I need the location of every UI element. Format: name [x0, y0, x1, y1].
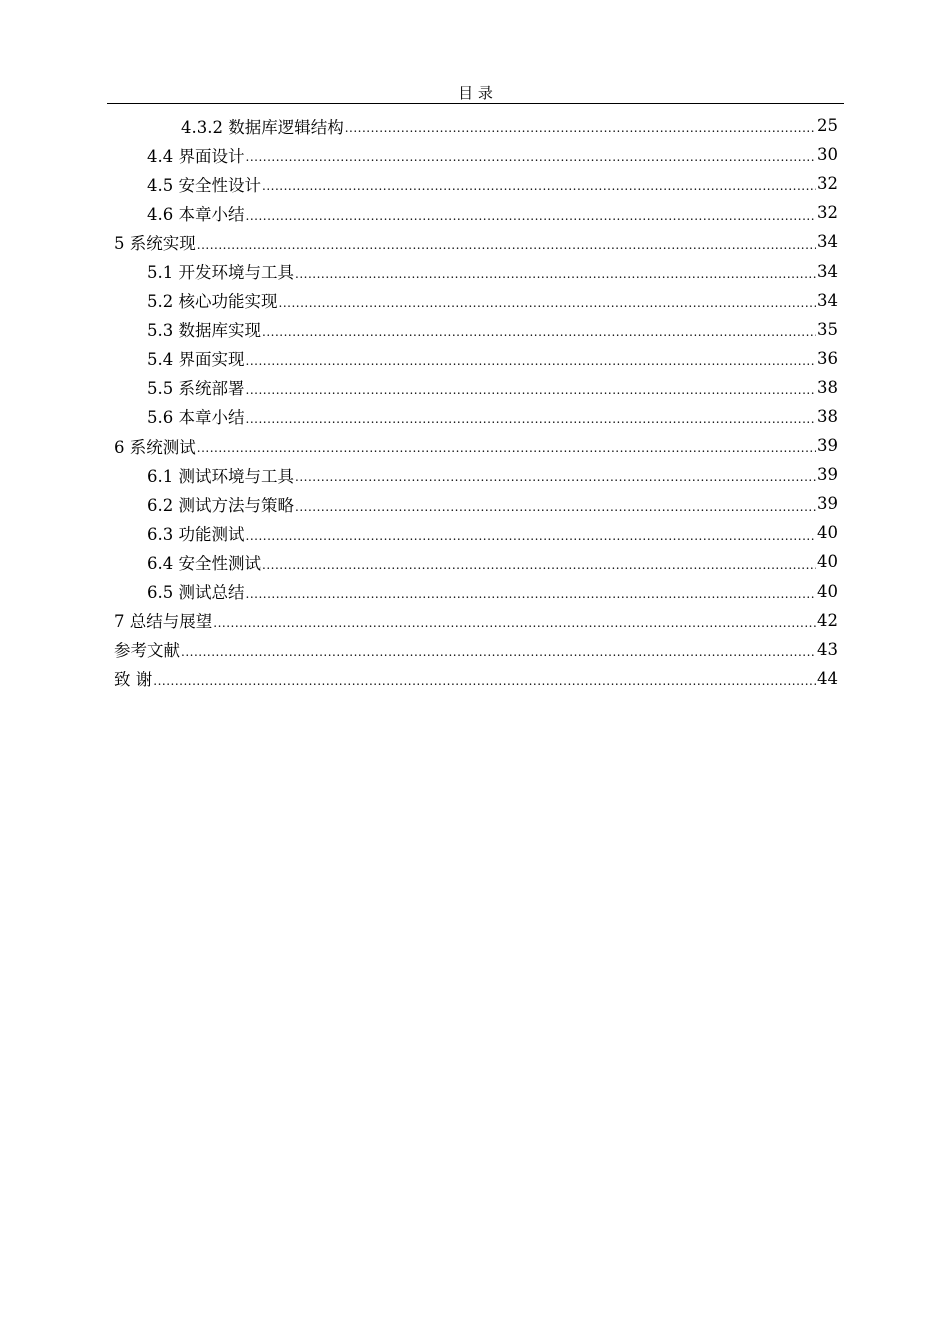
toc-entry[interactable]: [0, 664, 838, 693]
toc-entry-page: 39: [817, 494, 838, 514]
toc-dot-leader: [262, 556, 816, 573]
toc-entry-page: 40: [817, 552, 838, 572]
toc-dot-leader: [246, 207, 817, 224]
toc-entry-title: 4.4 界面设计: [147, 146, 245, 166]
toc-entry[interactable]: [0, 227, 838, 256]
toc-entry[interactable]: [0, 286, 838, 315]
toc-dot-leader: [213, 614, 816, 631]
toc-entry[interactable]: [0, 402, 838, 431]
toc-entry-page: 32: [817, 203, 838, 223]
toc-dot-leader: [279, 294, 817, 311]
toc-entry-page: 40: [817, 581, 838, 601]
toc-entry-title: 6.3 功能测试: [147, 524, 245, 544]
toc-entry[interactable]: [0, 431, 838, 460]
toc-dot-leader: [181, 643, 816, 660]
toc-entry-page: 34: [817, 232, 838, 252]
page-header-title: 目 录: [458, 84, 493, 102]
toc-entry-title: 6 系统测试: [114, 437, 196, 457]
toc-dot-leader: [153, 672, 816, 689]
toc-entry-title: 5.3 数据库实现: [147, 321, 261, 341]
toc-dot-leader: [246, 381, 817, 398]
toc-entry-title: 7 总结与展望: [114, 612, 213, 632]
toc-entry-title: 4.5 安全性设计: [147, 175, 261, 195]
toc-entry-page: 43: [817, 639, 838, 659]
toc-entry[interactable]: [0, 635, 838, 664]
toc-entry-title: 5.1 开发环境与工具: [147, 263, 294, 283]
toc-entry[interactable]: [0, 518, 838, 547]
toc-entry-title: 4.3.2 数据库逻辑结构: [181, 117, 344, 137]
toc-dot-leader: [295, 498, 816, 515]
toc-dot-leader: [197, 439, 816, 456]
toc-entry-title: 6.5 测试总结: [147, 583, 245, 603]
toc-entry[interactable]: [0, 169, 838, 198]
toc-entry[interactable]: [0, 547, 838, 576]
toc-entry-title: 5 系统实现: [114, 233, 196, 253]
toc-entry-page: 42: [817, 610, 838, 630]
toc-entry[interactable]: [0, 256, 838, 285]
toc-entry[interactable]: [0, 577, 838, 606]
toc-entry[interactable]: [0, 460, 838, 489]
toc-entry-title: 6.2 测试方法与策略: [147, 495, 294, 515]
toc-entry[interactable]: [0, 111, 838, 140]
toc-entry-title: 4.6 本章小结: [147, 204, 245, 224]
toc-entry[interactable]: [0, 489, 838, 518]
toc-entry-page: 39: [817, 465, 838, 485]
toc-entry-page: 35: [817, 319, 838, 339]
toc-entry[interactable]: [0, 344, 838, 373]
toc-entry[interactable]: [0, 315, 838, 344]
toc-entry-page: 40: [817, 523, 838, 543]
toc-entry-title: 5.4 界面实现: [147, 350, 245, 370]
toc-entry-page: 34: [817, 290, 838, 310]
toc-entry-page: 39: [817, 436, 838, 456]
toc-dot-leader: [246, 585, 817, 602]
toc-dot-leader: [262, 323, 816, 340]
toc-dot-leader: [345, 119, 816, 136]
toc-dot-leader: [246, 410, 817, 427]
table-of-contents: [0, 111, 950, 693]
toc-entry[interactable]: [0, 373, 838, 402]
toc-dot-leader: [197, 236, 816, 253]
toc-dot-leader: [246, 352, 817, 369]
toc-entry-title: 5.6 本章小结: [147, 408, 245, 428]
toc-entry[interactable]: [0, 140, 838, 169]
toc-entry-title: 5.2 核心功能实现: [147, 292, 278, 312]
toc-dot-leader: [246, 527, 817, 544]
toc-entry-page: 38: [817, 377, 838, 397]
toc-entry-page: 38: [817, 406, 838, 426]
toc-dot-leader: [262, 177, 816, 194]
toc-entry-title: 5.5 系统部署: [147, 379, 245, 399]
toc-dot-leader: [295, 265, 816, 282]
toc-entry-page: 34: [817, 261, 838, 281]
toc-dot-leader: [295, 468, 816, 485]
toc-entry-page: 44: [817, 668, 838, 688]
toc-entry-title: 6.1 测试环境与工具: [147, 466, 294, 486]
toc-entry-page: 32: [817, 174, 838, 194]
toc-entry[interactable]: [0, 606, 838, 635]
toc-entry-page: 30: [817, 145, 838, 165]
toc-entry-page: 36: [817, 348, 838, 368]
toc-dot-leader: [246, 148, 817, 165]
toc-entry-page: 25: [817, 116, 838, 136]
toc-entry-title: 参考文献: [114, 641, 180, 661]
header-divider: [107, 103, 844, 104]
toc-entry[interactable]: [0, 198, 838, 227]
toc-entry-title: 6.4 安全性测试: [147, 553, 261, 573]
toc-entry-title: 致 谢: [114, 670, 153, 690]
